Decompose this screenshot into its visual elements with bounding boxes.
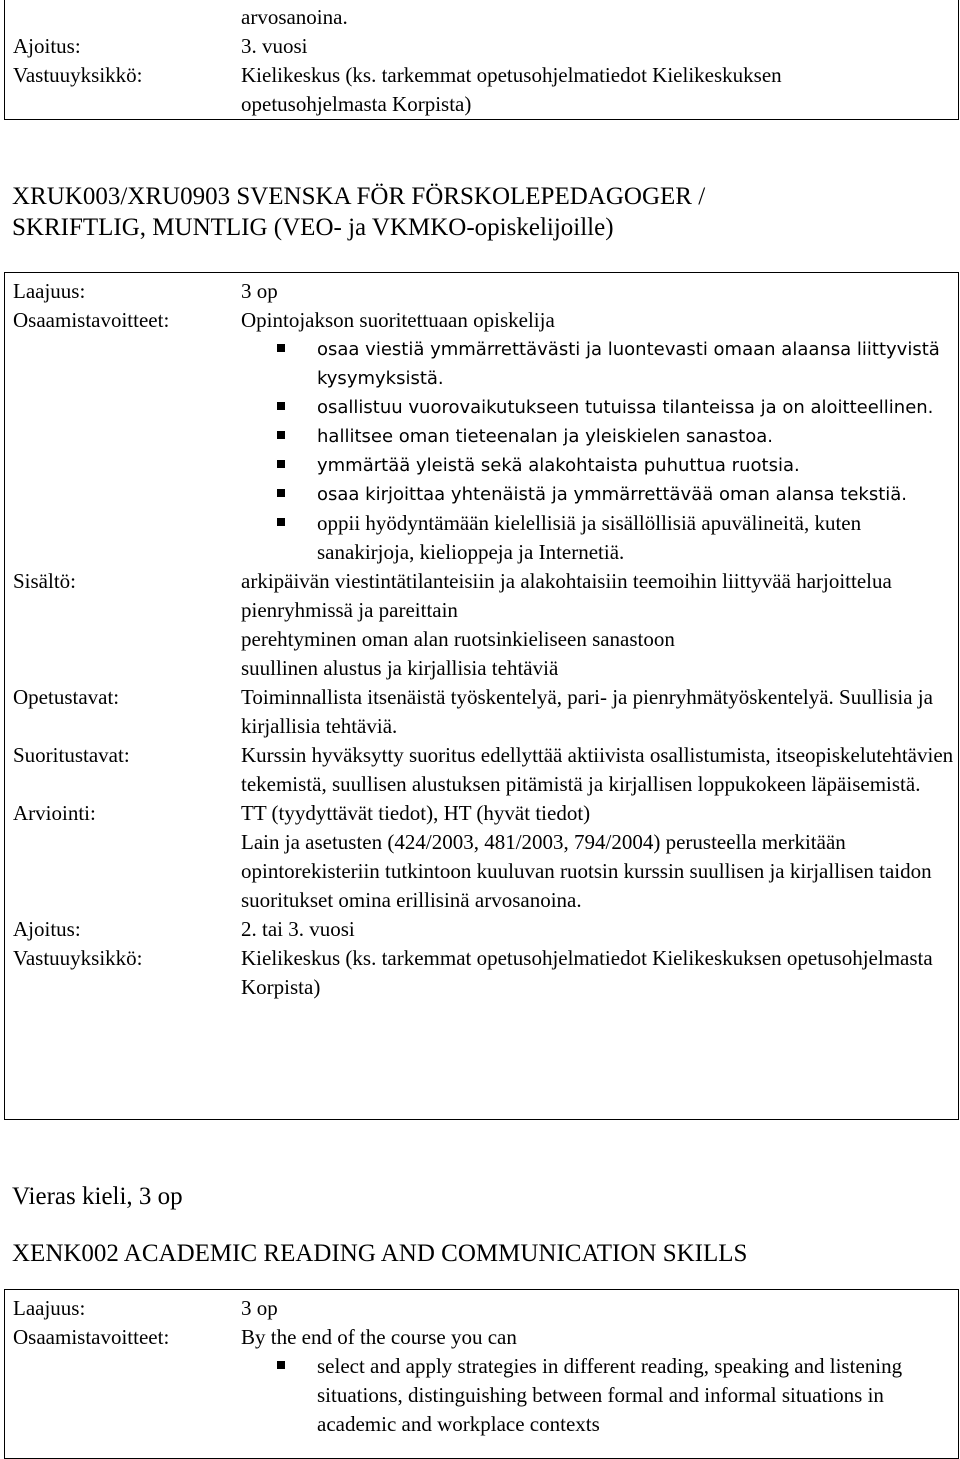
osaamistavoitteet-value (237, 306, 958, 567)
list-item: hallitsee oman tieteenalan ja yleiskielen sanastoa. (241, 422, 958, 451)
row-value: opetusohjelmasta Korpista) (241, 92, 472, 116)
arviointi-value (237, 799, 958, 915)
osaamistavoitteet-intro: Opintojakson suoritettuaan opiskelija (241, 308, 555, 332)
opetustavat-row (5, 683, 958, 741)
course-title (12, 182, 705, 242)
course-title: XENK002 ACADEMIC READING AND COMMUNICATION SKILLS (12, 1240, 748, 1267)
table-row (5, 61, 958, 90)
list-item: ymmärtää yleistä sekä alakohtaista puhuttua ruotsia. (241, 451, 958, 480)
row-label (5, 90, 237, 119)
suoritustavat-row (5, 741, 958, 799)
row-value: Kielikeskus (ks. tarkemmat opetusohjelmatiedot Kielikeskuksen (241, 63, 782, 87)
list-item: osallistuu vuorovaikutukseen tutuissa tilanteissa ja on aloitteellinen. (241, 393, 958, 422)
table-row (5, 90, 958, 119)
suoritustavat-label: Suoritustavat: (13, 743, 130, 767)
list-item: oppii hyödyntämään kielellisiä ja sisällöllisiä apuvälineitä, kuten sanakirjoja, kielioppeja ja Internetiä. (241, 509, 958, 567)
arviointi-line: Lain ja asetusten (424/2003, 481/2003, 794/2004) perusteella merkitään opintorekisteriin tutkintoon kuuluvan ruotsin kurssin suullisen ja kirjallisen taidon suoritukset omina erillisinä arvosanoina. (241, 830, 932, 912)
ajoitus-row (5, 915, 958, 944)
laajuus-row (5, 1294, 958, 1323)
sisalto-label: Sisältö: (13, 569, 77, 593)
course-info-table (4, 272, 959, 1120)
outcomes-list (241, 1352, 958, 1439)
sisalto-line: suullinen alustus ja kirjallisia tehtäviä (241, 656, 559, 680)
row-value: arvosanoina. (241, 5, 348, 29)
ajoitus-value: 2. tai 3. vuosi (241, 917, 355, 941)
osaamistavoitteet-intro: By the end of the course you can (241, 1325, 517, 1349)
course-title-line: SKRIFTLIG, MUNTLIG (VEO- ja VKMKO-opiskelijoille) (12, 214, 614, 241)
list-item: select and apply strategies in different reading, speaking and listening situations, distinguishing between formal and informal situations in academic and workplace contexts (241, 1352, 958, 1439)
list-item: osaa kirjoittaa yhtenäistä ja ymmärrettävää oman alansa tekstiä. (241, 480, 958, 509)
opetustavat-label: Opetustavat: (13, 685, 120, 709)
osaamistavoitteet-value (237, 1323, 958, 1439)
vastuuyksikko-row (5, 944, 958, 1002)
laajuus-label: Laajuus: (13, 1296, 86, 1320)
arviointi-label: Arviointi: (13, 801, 96, 825)
row-value: 3. vuosi (241, 34, 308, 58)
osaamistavoitteet-label: Osaamistavoitteet: (13, 308, 170, 332)
opetustavat-value: Toiminnallista itsenäistä työskentelyä, pari- ja pienryhmätyöskentelyä. Suullisia ja kirjallisia tehtäviä. (241, 685, 933, 738)
table-row (5, 3, 958, 32)
vastuuyksikko-label: Vastuuyksikkö: (13, 946, 143, 970)
sisalto-value (237, 567, 958, 683)
laajuus-label: Laajuus: (13, 279, 86, 303)
arviointi-row (5, 799, 958, 915)
table-row (5, 32, 958, 61)
outcomes-list (241, 335, 958, 567)
vastuuyksikko-value: Kielikeskus (ks. tarkemmat opetusohjelmatiedot Kielikeskuksen opetusohjelmasta Korpista) (241, 946, 933, 999)
course-title-line: XRUK003/XRU0903 SVENSKA FÖR FÖRSKOLEPEDAGOGER / (12, 183, 706, 210)
sisalto-row (5, 567, 958, 683)
top-info-table (4, 0, 959, 120)
laajuus-value: 3 op (241, 1296, 278, 1320)
list-item: osaa viestiä ymmärrettävästi ja luontevasti omaan alaansa liittyvistä kysymyksistä. (241, 335, 958, 393)
course-info-table (4, 1289, 959, 1459)
suoritustavat-value: Kurssin hyväksytty suoritus edellyttää aktiivista osallistumista, itseopiskelutehtävien tekemistä, suullisen alustuksen pitämistä ja kirjallisen loppukokeen läpäisemistä. (241, 743, 954, 796)
row-label (5, 3, 237, 32)
laajuus-value: 3 op (241, 279, 278, 303)
laajuus-row (5, 277, 958, 306)
osaamistavoitteet-row (5, 306, 958, 567)
sisalto-line: perehtyminen oman alan ruotsinkieliseen sanastoon (241, 627, 675, 651)
sisalto-line: arkipäivän viestintätilanteisiin ja alakohtaisiin teemoihin liittyvää harjoittelua pienryhmissä ja pareittain (241, 569, 892, 622)
row-label: Ajoitus: (13, 34, 81, 58)
osaamistavoitteet-row (5, 1323, 958, 1439)
osaamistavoitteet-label: Osaamistavoitteet: (13, 1325, 170, 1349)
row-label: Vastuuyksikkö: (13, 63, 143, 87)
arviointi-line: TT (tyydyttävät tiedot), HT (hyvät tiedot) (241, 801, 591, 825)
ajoitus-label: Ajoitus: (13, 917, 81, 941)
section-heading: Vieras kieli, 3 op (12, 1183, 183, 1210)
